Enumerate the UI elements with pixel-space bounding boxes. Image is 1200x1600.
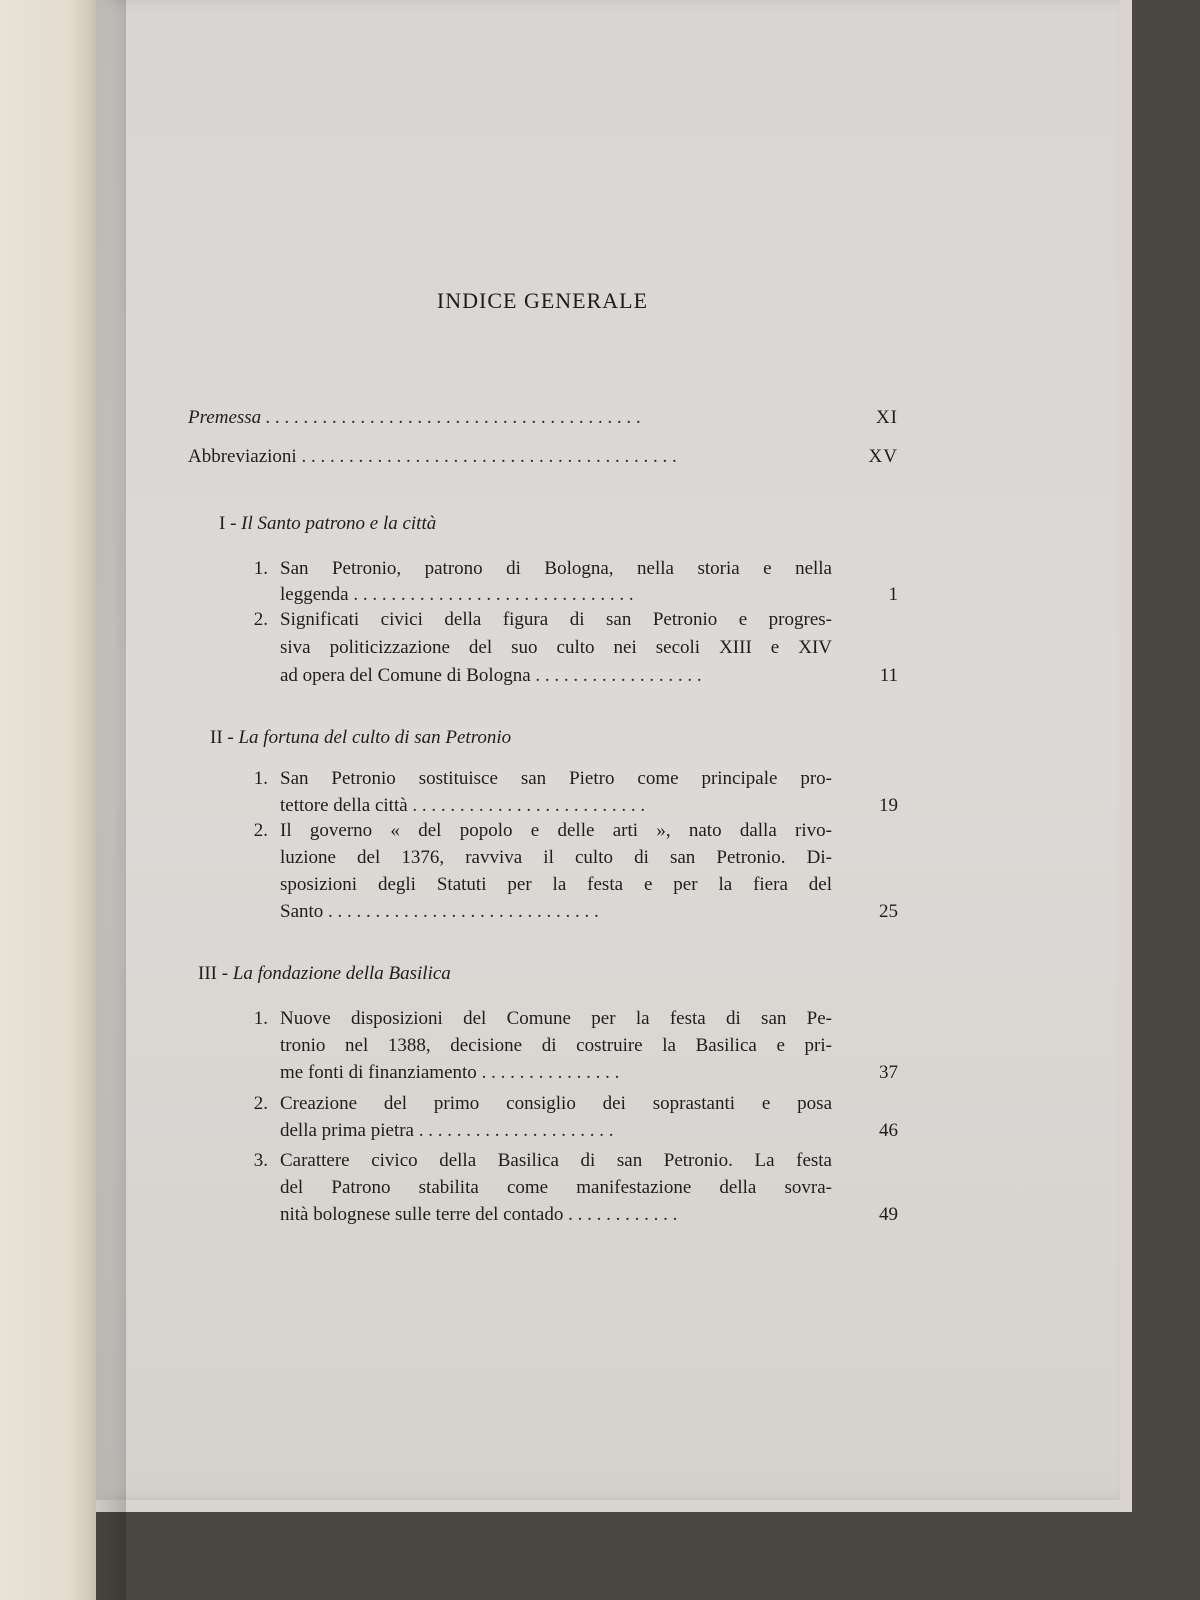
chapter-title: La fondazione della Basilica xyxy=(232,963,451,984)
section-line: sposizioni degli Statuti per la festa e per la fiera del xyxy=(280,874,832,895)
section-line: Carattere civico della Basilica di san Petronio. La festa xyxy=(280,1150,832,1171)
section-number: 2. xyxy=(253,820,268,841)
section-page: 25 xyxy=(879,901,898,922)
section-line-last xyxy=(280,1059,832,1086)
section-line-last xyxy=(280,792,832,819)
chapter-roman: II xyxy=(210,727,223,748)
section-page: 49 xyxy=(879,1204,898,1225)
chapter-heading: II - La fortuna del culto di san Petronio xyxy=(210,727,512,748)
chapter-title: La fortuna del culto di san Petronio xyxy=(238,727,512,748)
section-number: 2. xyxy=(253,609,268,630)
chapter-heading: I - Il Santo patrono e la città xyxy=(219,513,437,534)
section-line-last xyxy=(280,581,832,608)
gutter-shadow xyxy=(86,0,126,1600)
section-line-last xyxy=(280,662,832,689)
section-page: 37 xyxy=(879,1062,898,1083)
toc-entry-premessa xyxy=(188,404,838,431)
toc-entry-label: Premessa xyxy=(188,407,262,428)
chapter-title: Il Santo patrono e la città xyxy=(241,513,437,534)
section-line-last xyxy=(280,1201,832,1228)
section-page: 11 xyxy=(879,665,898,686)
leader-dots: . . . . . . . . . . . . . . . . . . . . . . . . . . . . . . xyxy=(348,584,634,605)
section-line-text: tettore della città xyxy=(280,795,408,816)
section-line: San Petronio, patrono di Bologna, nella storia e nella xyxy=(280,558,832,579)
section-line: siva politicizzazione del suo culto nei secoli XIII e XIV xyxy=(280,637,832,658)
section-number: 3. xyxy=(253,1150,268,1171)
section-line-last xyxy=(280,898,832,925)
section-page: 19 xyxy=(879,795,898,816)
section-number: 1. xyxy=(253,768,268,789)
toc-entry-page: XI xyxy=(875,407,898,428)
chapter-roman: III xyxy=(198,963,217,984)
section-number: 1. xyxy=(253,558,268,579)
section-line: del Patrono stabilita come manifestazione della sovra- xyxy=(280,1177,832,1198)
leader-dots: . . . . . . . . . . . . . . . . . . . . . xyxy=(414,1120,614,1141)
chapter-heading: III - La fondazione della Basilica xyxy=(198,963,451,984)
leader-dots: . . . . . . . . . . . . . . . . . . . . . . . . . xyxy=(407,795,646,816)
leader-dots: . . . . . . . . . . . . . . . . . . . . . . . . . . . . . . . . . . . . . . . . xyxy=(296,446,677,467)
section-line-text: me fonti di finanziamento xyxy=(280,1062,477,1083)
section-number: 1. xyxy=(253,1008,268,1029)
section-line-text: della prima pietra xyxy=(280,1120,414,1141)
section-line: luzione del 1376, ravviva il culto di san Petronio. Di- xyxy=(280,847,832,868)
section-line-text: leggenda xyxy=(280,584,349,605)
section-line: Creazione del primo consiglio dei soprastanti e posa xyxy=(280,1093,832,1114)
section-line-text: ad opera del Comune di Bologna xyxy=(280,665,531,686)
toc-entry-abbreviazioni xyxy=(188,443,838,470)
section-page: 46 xyxy=(879,1120,898,1141)
section-line: tronio nel 1388, decisione di costruire la Basilica e pri- xyxy=(280,1035,832,1056)
section-line-last xyxy=(280,1117,832,1144)
leader-dots: . . . . . . . . . . . . . . . . . . . . . . . . . . . . . xyxy=(323,901,599,922)
toc-entry-page: XV xyxy=(868,446,898,467)
section-line: Nuove disposizioni del Comune per la festa di san Pe- xyxy=(280,1008,832,1029)
section-line: Significati civici della figura di san Petronio e progres- xyxy=(280,609,832,630)
section-page: 1 xyxy=(888,584,898,605)
toc-entry-label: Abbreviazioni xyxy=(188,446,297,467)
leader-dots: . . . . . . . . . . . . . . . . . . xyxy=(530,665,702,686)
page-title: INDICE GENERALE xyxy=(436,288,649,313)
section-line-text: Santo xyxy=(280,901,324,922)
leader-dots: . . . . . . . . . . . . . . . . . . . . . . . . . . . . . . . . . . . . . . . . xyxy=(261,407,642,428)
left-page xyxy=(0,0,96,1600)
section-number: 2. xyxy=(253,1093,268,1114)
section-line: San Petronio sostituisce san Pietro come principale pro- xyxy=(280,768,832,789)
section-line: Il governo « del popolo e delle arti », nato dalla rivo- xyxy=(280,820,832,841)
chapter-roman: I xyxy=(219,513,226,534)
leader-dots: . . . . . . . . . . . . . . . xyxy=(476,1062,620,1083)
section-line-text: nità bolognese sulle terre del contado xyxy=(280,1204,564,1225)
leader-dots: . . . . . . . . . . . . xyxy=(563,1204,678,1225)
